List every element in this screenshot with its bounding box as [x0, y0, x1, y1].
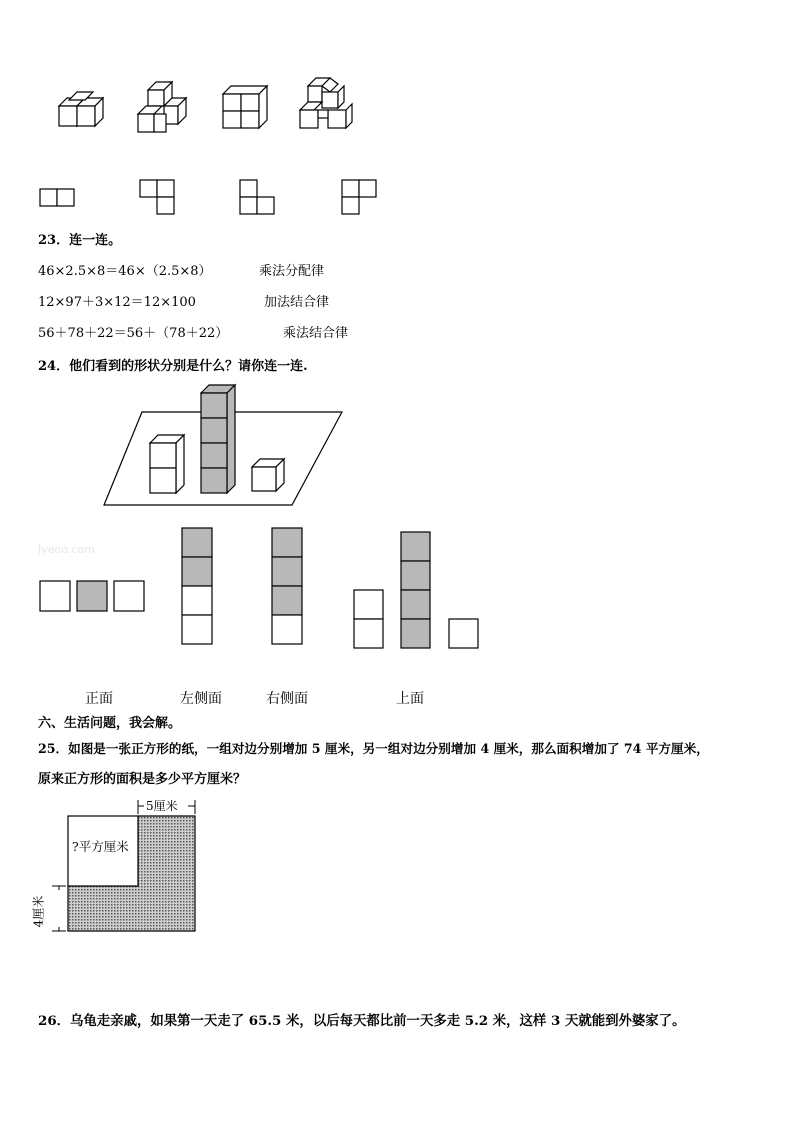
q25-text-line-2: 原来正方形的面积是多少平方厘米？ — [38, 772, 247, 787]
solid-figure-2 — [136, 82, 188, 134]
q25-text-line-1: 25．如图是一张正方形的纸，一组对边分别增加 5 厘米，另一组对边分别增加 4 厘米，那么面积增加了 74 平方厘米， — [38, 741, 709, 756]
q25-figure-square-label: ?平方厘米 — [72, 839, 129, 854]
q25-figure-side-label: 4厘米 — [31, 895, 46, 928]
view-shape-3 — [240, 180, 276, 216]
view-label-left: 左侧面 — [180, 691, 222, 707]
view-option-right — [272, 528, 304, 648]
watermark: Jyeoo.com — [38, 543, 95, 556]
view-option-front — [40, 581, 146, 613]
q25-figure-top-label: 5厘米 — [146, 799, 178, 813]
q24-title: 24．他们看到的形状分别是什么？请你连一连. — [38, 359, 308, 374]
q23-title: 23．连一连。 — [38, 233, 122, 248]
view-label-top: 上面 — [396, 691, 424, 707]
view-shape-2 — [140, 180, 176, 216]
solid-figure-3 — [221, 86, 269, 130]
solid-figure-1 — [55, 90, 105, 130]
q23-expr-2: 12×97＋3×12＝12×100 — [38, 295, 196, 310]
solid-figure-4 — [298, 78, 354, 132]
q23-law-3: 乘法结合律 — [283, 326, 349, 341]
view-label-front: 正面 — [85, 691, 113, 707]
q23-law-1: 乘法分配律 — [259, 264, 325, 279]
q26-text: 26．乌龟走亲戚，如果第一天走了 65.5 米，以后每天都比前一天多走 5.2 米，这样 3 天就能到外婆家了。 — [38, 1013, 686, 1029]
view-shape-4 — [342, 180, 378, 216]
view-shape-1 — [40, 189, 76, 207]
cube-arrangement-figure — [104, 385, 344, 507]
view-label-right: 右侧面 — [266, 691, 308, 707]
section-6-title: 六、生活问题，我会解。 — [38, 716, 182, 731]
q25-square-figure — [30, 796, 200, 936]
q23-expr-3: 56＋78＋22＝56＋（78＋22） — [38, 326, 229, 341]
view-option-top — [354, 530, 482, 650]
q23-expr-1: 46×2.5×8＝46×（2.5×8） — [38, 264, 212, 279]
view-option-left — [182, 528, 214, 648]
q23-law-2: 加法结合律 — [264, 295, 330, 310]
